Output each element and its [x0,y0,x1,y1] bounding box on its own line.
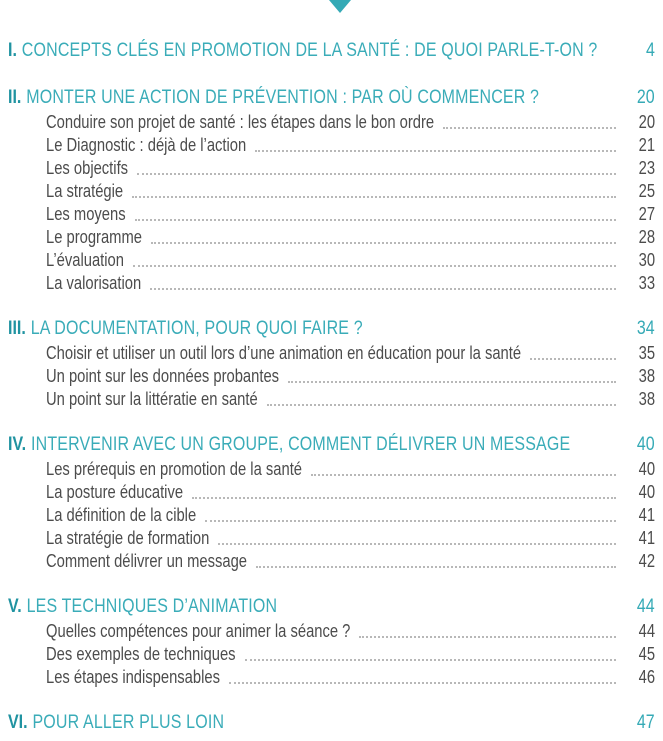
dotted-leader [150,288,616,290]
toc-entry-row [46,365,655,388]
section-heading-text [8,593,277,620]
toc-entry-page-number [621,365,655,388]
toc-entry-page-number [621,249,655,272]
section-page-number-text: 40 [637,433,655,455]
dotted-leader [245,659,616,661]
toc-entry-label: L’évaluation [46,250,124,270]
toc-entry-page-number-text: 38 [638,389,655,409]
section-page-number-text: 20 [637,86,655,108]
toc-entry-page-number-text: 44 [638,621,655,641]
toc-entry-label: La définition de la cible [46,505,197,525]
section-page-number-text: 4 [646,39,655,61]
toc-entry-page-number [621,388,655,411]
toc-entry-page-number-text: 21 [638,135,655,155]
toc-entry-page-number-text: 27 [638,204,655,224]
toc-entry-row [46,550,655,573]
dotted-leader [218,543,616,545]
toc-entry-page-number [621,226,655,249]
section-title: LES TECHNIQUES D’ANIMATION [26,595,278,617]
toc-entry-page-number-text: 20 [638,112,655,132]
toc-entry-page-number-text: 30 [638,250,655,270]
toc-entry-label: Quelles compétences pour animer la séance ? [46,621,351,641]
toc-entry-row [46,134,655,157]
section-heading-text [8,37,598,64]
toc-entry-row [46,203,655,226]
section-heading-text [8,315,363,342]
toc-entry-page-number-text: 28 [638,227,655,247]
section-page-number [621,37,655,64]
toc-section [8,431,655,573]
section-title: MONTER UNE ACTION DE PRÉVENTION : PAR OÙ COMMENCER ? [26,86,540,108]
toc-entry-page-number [621,620,655,643]
toc-entry-page-number [621,134,655,157]
toc-entry-row [46,342,655,365]
toc-entry-page-number [621,666,655,689]
section-numeral: V. [8,595,22,617]
section-heading-row [8,431,655,458]
toc-section [8,593,655,689]
section-items [8,620,655,689]
toc-entry-page-number-text: 40 [638,482,655,502]
section-heading-text [8,709,224,736]
section-page-number-text: 44 [637,595,655,617]
toc-entry-page-number [621,180,655,203]
section-numeral: IV. [8,433,27,455]
toc-entry-label: Les moyens [46,204,126,224]
section-heading-row [8,37,655,64]
dotted-leader [443,127,616,129]
toc-entry-row [46,111,655,134]
section-heading-text [8,84,539,111]
toc-entry-row [46,620,655,643]
toc-entry-page-number [621,527,655,550]
section-title: POUR ALLER PLUS LOIN [32,711,225,733]
section-items [8,111,655,295]
toc-entry-page-number-text: 40 [638,459,655,479]
table-of-contents [8,37,655,736]
toc-entry-page-number-text: 23 [638,158,655,178]
dotted-leader [288,381,616,383]
section-numeral: III. [8,317,26,339]
toc-entry-label: La valorisation [46,273,142,293]
toc-entry-label: Des exemples de techniques [46,644,236,664]
toc-entry-label: La posture éducative [46,482,184,502]
toc-entry-page-number [621,504,655,527]
toc-entry-page-number-text: 33 [638,273,655,293]
dotted-leader [151,242,616,244]
dotted-leader [132,196,616,198]
toc-entry-page-number-text: 38 [638,366,655,386]
dotted-leader [133,265,616,267]
toc-entry-label: Un point sur les données probantes [46,366,280,386]
dotted-leader [192,497,616,499]
section-title: LA DOCUMENTATION, POUR QUOI FAIRE ? [30,317,363,339]
toc-section [8,37,655,64]
toc-entry-label: Les objectifs [46,158,129,178]
toc-entry-page-number-text: 42 [638,551,655,571]
toc-entry-page-number [621,342,655,365]
dotted-leader [137,173,616,175]
section-page-number [621,709,655,736]
section-page-number [621,431,655,458]
toc-entry-page-number [621,111,655,134]
toc-entry-label: Conduire son projet de santé : les étapes dans le bon ordre [46,112,435,132]
section-page-number [621,315,655,342]
toc-entry-page-number [621,643,655,666]
section-numeral: VI. [8,711,28,733]
section-heading-row [8,315,655,342]
toc-entry-label: Comment délivrer un message [46,551,247,571]
toc-entry-page-number [621,550,655,573]
section-title: CONCEPTS CLÉS EN PROMOTION DE LA SANTÉ : DE QUOI PARLE-T-ON ? [21,39,598,61]
toc-entry-page-number [621,203,655,226]
toc-entry-row [46,157,655,180]
section-page-number-text: 34 [637,317,655,339]
section-items [8,342,655,411]
toc-entry-page-number [621,157,655,180]
toc-entry-row [46,272,655,295]
dotted-leader [135,219,616,221]
section-heading-row [8,84,655,111]
toc-entry-label: Choisir et utiliser un outil lors d’une animation en éducation pour la santé [46,343,522,363]
toc-entry-label: Les prérequis en promotion de la santé [46,459,303,479]
toc-entry-label: Un point sur la littératie en santé [46,389,258,409]
toc-entry-row [46,527,655,550]
section-heading-row [8,593,655,620]
toc-entry-row [46,249,655,272]
toc-entry-page-number [621,481,655,504]
toc-entry-row [46,481,655,504]
toc-entry-row [46,666,655,689]
toc-entry-page-number-text: 41 [638,505,655,525]
toc-entry-row [46,388,655,411]
toc-entry-label: La stratégie [46,181,124,201]
toc-entry-page-number-text: 46 [638,667,655,687]
toc-entry-label: La stratégie de formation [46,528,210,548]
dotted-leader [311,474,616,476]
toc-entry-page-number-text: 41 [638,528,655,548]
toc-entry-row [46,643,655,666]
toc-entry-page-number [621,272,655,295]
toc-entry-row [46,458,655,481]
toc-entry-page-number-text: 45 [638,644,655,664]
triangle-down-icon [329,0,351,13]
section-heading-row [8,709,655,736]
dotted-leader [530,358,616,360]
section-page-number [621,84,655,111]
dotted-leader [359,636,616,638]
toc-entry-row [46,504,655,527]
toc-section [8,315,655,411]
toc-entry-row [46,226,655,249]
dotted-leader [256,566,616,568]
section-heading-text [8,431,570,458]
section-page-number [621,593,655,620]
dotted-leader [267,404,616,406]
dotted-leader [205,520,616,522]
section-numeral: I. [8,39,17,61]
toc-entry-page-number-text: 25 [638,181,655,201]
section-items [8,458,655,573]
section-numeral: II. [8,86,22,108]
toc-entry-row [46,180,655,203]
toc-entry-label: Le Diagnostic : déjà de l’action [46,135,247,155]
dotted-leader [255,150,616,152]
dotted-leader [229,682,616,684]
section-page-number-text: 47 [637,711,655,733]
toc-entry-label: Le programme [46,227,142,247]
toc-section [8,709,655,736]
toc-section [8,84,655,295]
toc-entry-page-number [621,458,655,481]
section-title: INTERVENIR AVEC UN GROUPE, COMMENT DÉLIVRER UN MESSAGE [31,433,571,455]
toc-entry-label: Les étapes indispensables [46,667,220,687]
toc-entry-page-number-text: 35 [638,343,655,363]
